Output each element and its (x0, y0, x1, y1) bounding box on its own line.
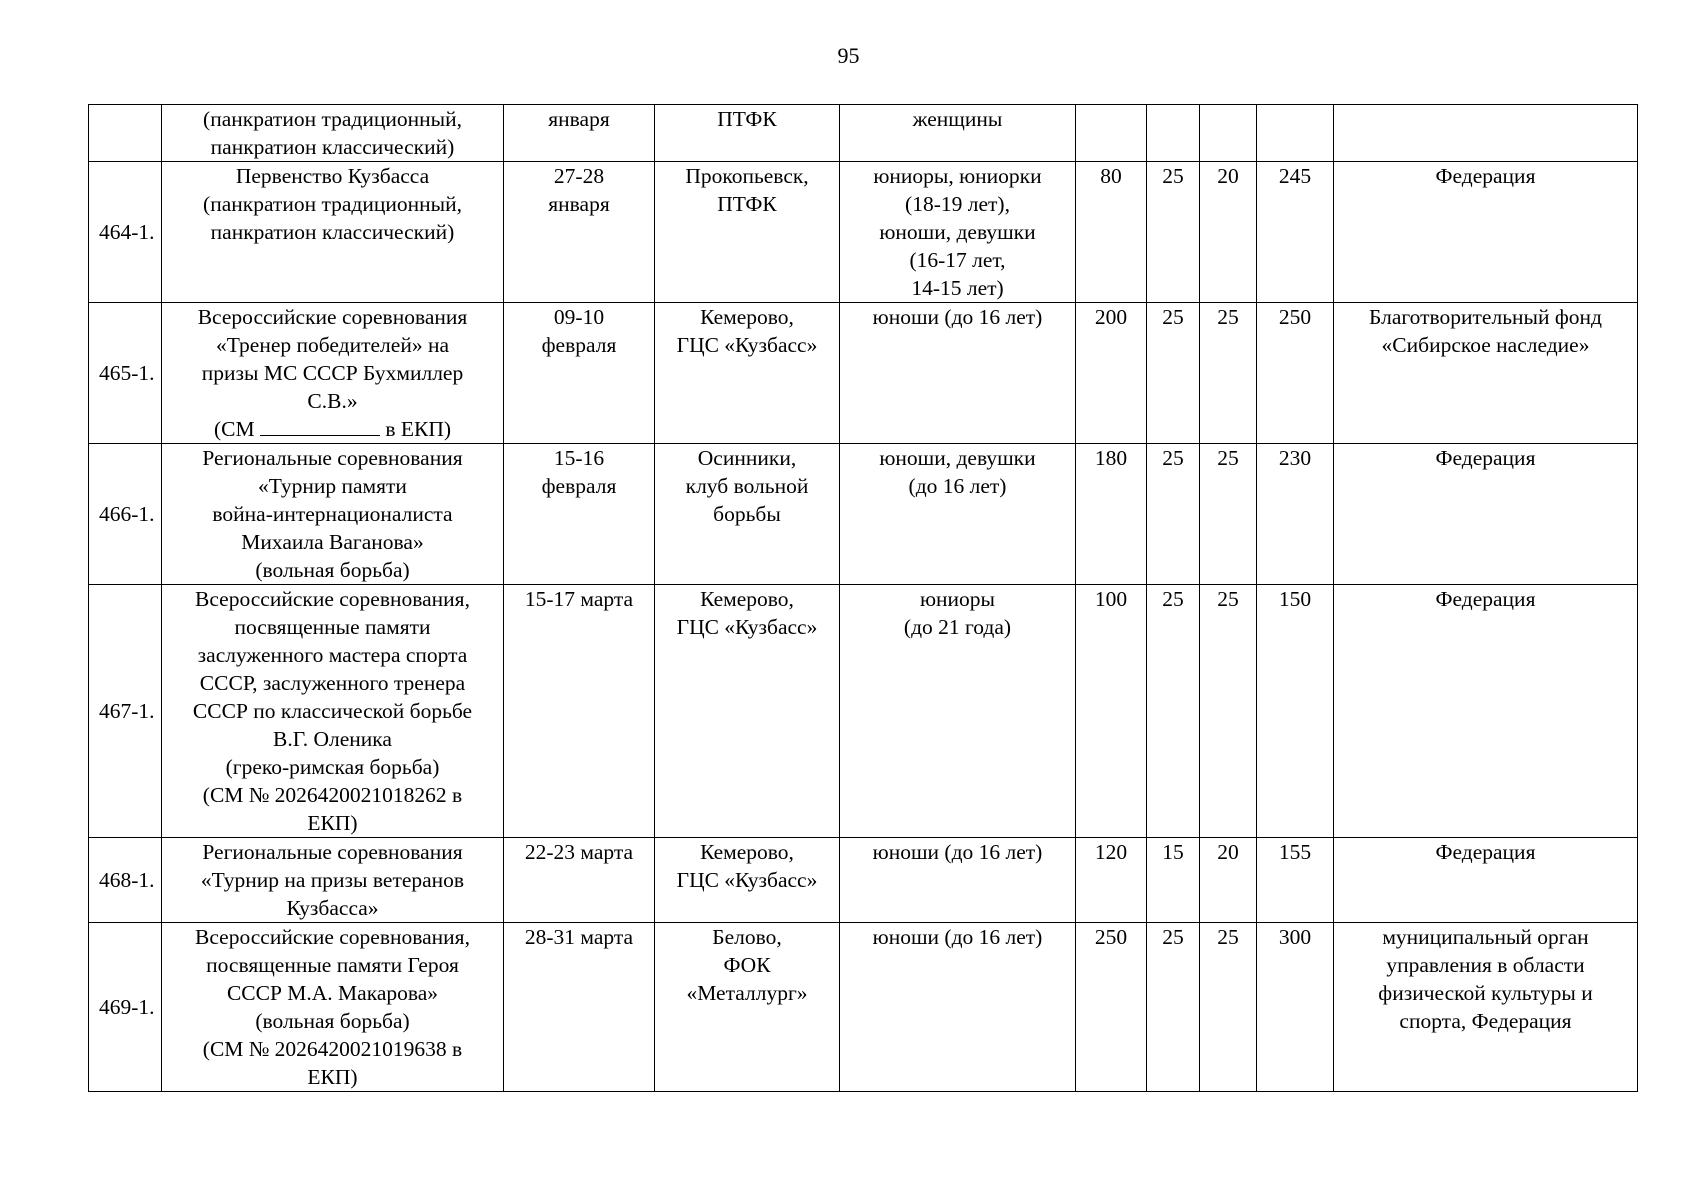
event-name-line: посвященные памяти (234, 615, 431, 639)
event-date-line: 09-10 (553, 305, 605, 329)
event-place-line: борьбы (713, 502, 781, 526)
events-table (88, 104, 1638, 1092)
event-place-line: ПТФК (717, 107, 777, 131)
event-date-line: февраля (541, 474, 617, 498)
event-name-line: «Тренер победителей» на (215, 333, 450, 357)
organizer-line: Федерация (1435, 840, 1536, 864)
count-cell: 150 (1257, 585, 1334, 838)
event-place-line: Кемерово, (700, 587, 794, 611)
event-organizer (1334, 923, 1638, 1092)
count-cell: 25 (1200, 585, 1257, 838)
event-participants (840, 923, 1076, 1092)
event-name-line: заслуженного мастера спорта (197, 643, 468, 667)
participants-line: юноши, девушки (879, 220, 1036, 244)
event-participants (840, 162, 1076, 303)
participants-line: юноши (до 16 лет) (872, 925, 1043, 949)
table-row (89, 585, 1638, 838)
event-name-line: война-интернационалиста (212, 502, 453, 526)
count-cell: 300 (1257, 923, 1334, 1092)
count-cell: 80 (1076, 162, 1147, 303)
organizer-line: Федерация (1435, 164, 1536, 188)
count-cell (1200, 105, 1257, 162)
event-participants (840, 585, 1076, 838)
organizer-line: муниципальный орган (1382, 925, 1589, 949)
event-name-line: Кузбасса» (286, 896, 379, 920)
page-number: 95 (837, 43, 860, 68)
organizer-line: Федерация (1435, 587, 1536, 611)
count-cell: 100 (1076, 585, 1147, 838)
event-place-line: Прокопьевск, (685, 164, 809, 188)
event-place-line: ГЦС «Кузбасс» (676, 333, 818, 357)
event-organizer (1334, 838, 1638, 923)
count-cell: 25 (1147, 162, 1200, 303)
event-place (655, 105, 840, 162)
event-date-line: января (548, 192, 610, 216)
event-date (504, 923, 655, 1092)
event-name-line: Региональные соревнования (202, 840, 463, 864)
event-name-line: (панкратион традиционный, (203, 107, 462, 131)
event-name-line: «Турнир памяти (258, 474, 407, 498)
event-date (504, 838, 655, 923)
event-place (655, 585, 840, 838)
event-name-line: (вольная борьба) (255, 558, 410, 582)
count-cell: 250 (1076, 923, 1147, 1092)
count-cell: 25 (1200, 444, 1257, 585)
count-cell: 155 (1257, 838, 1334, 923)
participants-line: юноши, девушки (879, 446, 1036, 470)
event-date-line: 15-17 марта (524, 587, 634, 611)
event-name-line: Всероссийские соревнования (197, 305, 468, 329)
event-name-line: В.Г. Оленика (273, 727, 392, 751)
event-name-line (164, 415, 501, 443)
event-name-line: ЕКП) (307, 811, 358, 835)
event-date (504, 585, 655, 838)
event-date (504, 444, 655, 585)
event-name-line: посвященные памяти Героя (206, 953, 459, 977)
count-cell: 25 (1200, 923, 1257, 1092)
participants-line: юноши (до 16 лет) (872, 305, 1043, 329)
event-place (655, 923, 840, 1092)
count-cell: 20 (1200, 838, 1257, 923)
sm-prefix: (СМ (213, 417, 255, 441)
event-place-line: ГЦС «Кузбасс» (676, 615, 818, 639)
organizer-line: физической культуры и (1378, 981, 1593, 1005)
organizer-line: «Сибирское наследие» (1381, 333, 1590, 357)
participants-line: (16-17 лет, (909, 248, 1006, 272)
participants-line: (18-19 лет), (905, 192, 1010, 216)
event-name-line: панкратион классический) (210, 135, 455, 159)
organizer-line: Благотворительный фонд (1369, 305, 1602, 329)
event-participants (840, 444, 1076, 585)
event-name-line: Всероссийские соревнования, (195, 925, 470, 949)
event-name-line: Михаила Ваганова» (241, 530, 424, 554)
count-cell (1076, 105, 1147, 162)
count-cell: 25 (1200, 303, 1257, 444)
event-name-line: призы МС СССР Бухмиллер (201, 361, 464, 385)
organizer-line: управления в области (1386, 953, 1585, 977)
blank-number-line (260, 415, 380, 436)
event-name-line: «Турнир на призы ветеранов (200, 868, 465, 892)
event-name-line: (вольная борьба) (255, 1009, 410, 1033)
count-cell: 180 (1076, 444, 1147, 585)
row-number: 469-1. (89, 923, 162, 1092)
participants-line: (до 16 лет) (908, 474, 1007, 498)
event-date (504, 303, 655, 444)
event-date-line: 27-28 (553, 164, 605, 188)
count-cell: 120 (1076, 838, 1147, 923)
count-cell: 20 (1200, 162, 1257, 303)
participants-line: женщины (912, 107, 1003, 131)
count-cell (1147, 105, 1200, 162)
row-number (89, 105, 162, 162)
event-name-line: С.В.» (307, 389, 358, 413)
event-participants (840, 303, 1076, 444)
count-cell (1257, 105, 1334, 162)
participants-line: юноши (до 16 лет) (872, 840, 1043, 864)
event-place (655, 838, 840, 923)
event-date (504, 105, 655, 162)
event-name (162, 105, 504, 162)
event-organizer (1334, 105, 1638, 162)
event-name-line: ЕКП) (307, 1065, 358, 1089)
event-date-line: января (548, 107, 610, 131)
event-date-line: 22-23 марта (524, 840, 634, 864)
organizer-line: спорта, Федерация (1399, 1009, 1572, 1033)
count-cell: 200 (1076, 303, 1147, 444)
table-row (89, 923, 1638, 1092)
event-place-line: «Металлург» (686, 981, 808, 1005)
event-name-line: (СМ № 2026420021018262 в (202, 783, 463, 807)
event-date-line: 15-16 (553, 446, 605, 470)
event-organizer (1334, 303, 1638, 444)
event-name-line: Региональные соревнования (202, 446, 463, 470)
event-organizer (1334, 444, 1638, 585)
count-cell: 25 (1147, 303, 1200, 444)
event-name-line: (панкратион традиционный, (203, 192, 462, 216)
table-row (89, 303, 1638, 444)
sm-suffix: в ЕКП) (385, 417, 452, 441)
event-place-line: Кемерово, (700, 305, 794, 329)
event-place-line: Осинники, (697, 446, 797, 470)
event-organizer (1334, 162, 1638, 303)
participants-line: (до 21 года) (903, 615, 1012, 639)
event-place (655, 303, 840, 444)
event-name (162, 923, 504, 1092)
event-name-line: Первенство Кузбасса (235, 164, 430, 188)
table-row (89, 162, 1638, 303)
count-cell: 25 (1147, 923, 1200, 1092)
event-name-line: (греко-римская борьба) (225, 755, 440, 779)
event-name (162, 303, 504, 444)
event-date (504, 162, 655, 303)
participants-line: 14-15 лет) (911, 276, 1004, 300)
event-participants (840, 105, 1076, 162)
event-place (655, 162, 840, 303)
participants-line: юниоры (919, 587, 996, 611)
event-name-line: СССР по классической борьбе (192, 699, 473, 723)
event-date-line: 28-31 марта (524, 925, 634, 949)
row-number: 466-1. (89, 444, 162, 585)
table-row (89, 105, 1638, 162)
count-cell: 25 (1147, 585, 1200, 838)
event-place-line: клуб вольной (685, 474, 809, 498)
row-number: 465-1. (89, 303, 162, 444)
event-place-line: ПТФК (717, 192, 777, 216)
event-name (162, 444, 504, 585)
table-row (89, 444, 1638, 585)
count-cell: 245 (1257, 162, 1334, 303)
table-row (89, 838, 1638, 923)
event-organizer (1334, 585, 1638, 838)
event-participants (840, 838, 1076, 923)
event-place-line: Белово, (712, 925, 782, 949)
row-number: 464-1. (89, 162, 162, 303)
organizer-line: Федерация (1435, 446, 1536, 470)
event-name (162, 838, 504, 923)
row-number: 468-1. (89, 838, 162, 923)
event-place-line: ФОК (723, 953, 771, 977)
row-number: 467-1. (89, 585, 162, 838)
count-cell: 25 (1147, 444, 1200, 585)
count-cell: 250 (1257, 303, 1334, 444)
count-cell: 230 (1257, 444, 1334, 585)
event-date-line: февраля (541, 333, 617, 357)
event-name-line: (СМ № 2026420021019638 в (202, 1037, 463, 1061)
event-place-line: Кемерово, (700, 840, 794, 864)
event-name-line: Всероссийские соревнования, (195, 587, 470, 611)
participants-line: юниоры, юниорки (873, 164, 1042, 188)
event-place (655, 444, 840, 585)
event-name-line: панкратион классический) (210, 220, 455, 244)
count-cell: 15 (1147, 838, 1200, 923)
event-place-line: ГЦС «Кузбасс» (676, 868, 818, 892)
event-name (162, 585, 504, 838)
event-name-line: СССР, заслуженного тренера (199, 671, 466, 695)
event-name (162, 162, 504, 303)
event-name-line: СССР М.А. Макарова» (226, 981, 439, 1005)
